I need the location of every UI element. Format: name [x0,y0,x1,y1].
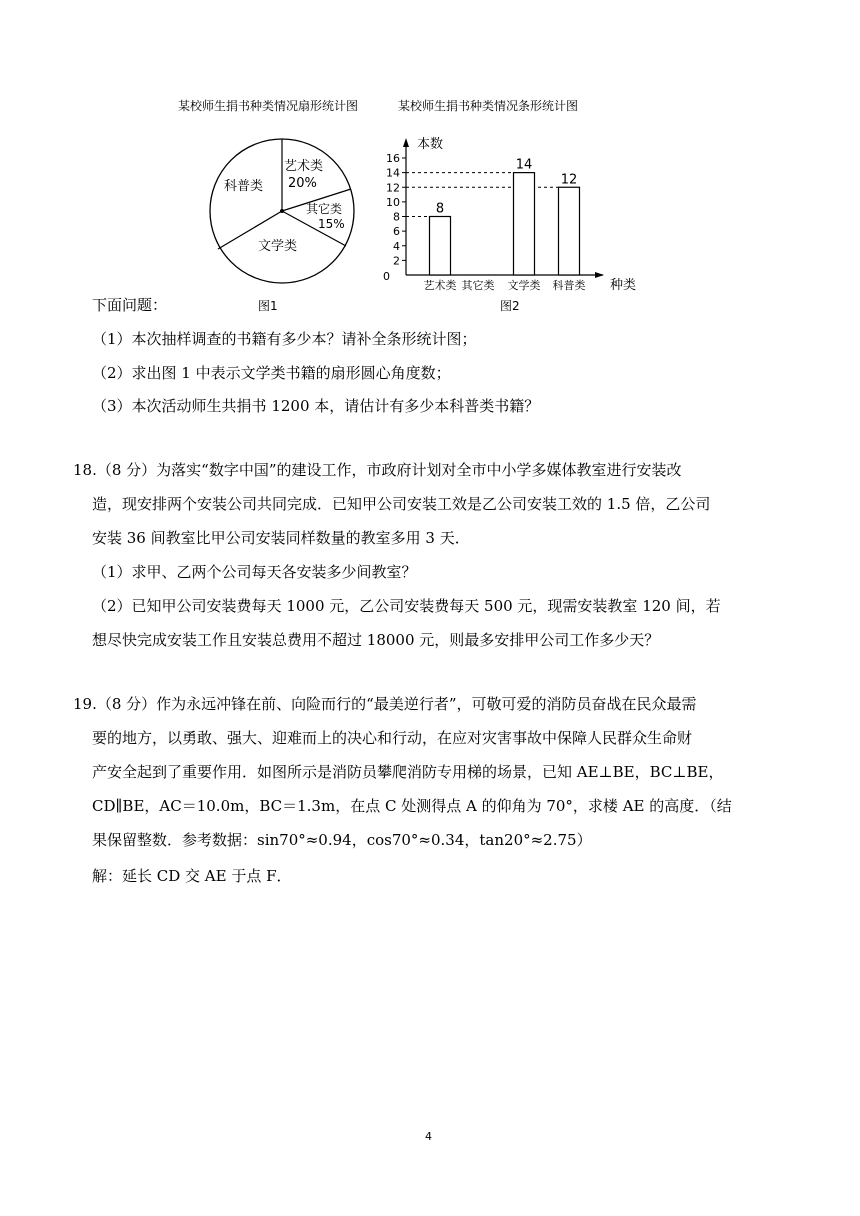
x-category-label: 艺术类 [423,279,457,292]
pie-label-art: 艺术类 [284,159,324,174]
pie-chart [200,130,370,300]
bar-value-label: 14 [515,157,533,173]
q18-line-6: 想尽快完成安装工作且安装总费用不超过 18000 元，则最多安排甲公司工作多少天？ [92,631,660,649]
q19-line-5: 果保留整数．参考数据：sin70°≈0.94，cos70°≈0.34，tan20°≈2.75） [92,831,592,849]
bar-3 [514,173,535,275]
y-tick-label: 16 [386,152,400,165]
q18-line-3: 安装 36 间教室比甲公司安装同样数量的教室多用 3 天． [92,529,470,547]
q19-line-1: 19.（8 分）作为永远冲锋在前、向险而行的“最美逆行者”，可敬可爱的消防员奋战在民众最需 [73,695,697,713]
bar-1 [430,217,451,276]
bar-y-axis-label: 本数 [417,137,444,152]
pie-center [280,209,284,213]
bar-chart [378,130,648,295]
bar-x-axis-label: 种类 [610,278,637,293]
q18-line-2: 造，现安排两个安装公司共同完成．已知甲公司安装工效是乙公司安装工效的 1.5 倍，乙公司 [92,495,711,513]
y-tick-label: 0 [383,270,390,283]
q19-line-2: 要的地方，以勇敢、强大、迎难而上的决心和行动，在应对灾害事故中保障人民群众生命财 [92,729,693,747]
q18-line-5: （2）已知甲公司安装费每天 1000 元，乙公司安装费每天 500 元，现需安装教室 120 间，若 [92,597,721,615]
page-number: 4 [425,1130,432,1143]
bar-chart-title: 某校师生捐书种类情况条形统计图 [398,99,579,113]
pie-label-other: 其它类 [306,202,343,216]
q19-line-3: 产安全起到了重要作用．如图所示是消防员攀爬消防专用梯的场景，已知 AE⊥BE，BC⊥BE， [92,763,724,781]
y-tick-label: 12 [386,181,400,195]
y-tick-label: 10 [386,195,400,209]
bar-4 [559,187,580,275]
figure-1-label: 图1 [258,299,278,313]
q17-sub3: （3）本次活动师生共捐书 1200 本，请估计有多少本科普类书籍？ [92,397,540,415]
q17-sub2: （2）求出图 1 中表示文学类书籍的扇形圆心角度数； [92,364,451,382]
q19-line-6: 解：延长 CD 交 AE 于点 F． [92,867,292,885]
pie-chart-title: 某校师生捐书种类情况扇形统计图 [178,99,359,113]
x-category-label: 其它类 [461,279,495,292]
q19-line-4: CD∥BE，AC＝10.0m，BC＝1.3m，在点 C 处测得点 A 的仰角为 70°，求楼 AE 的高度．（结 [92,797,732,815]
x-axis-arrow [595,272,604,278]
figure-2-label: 图2 [500,299,520,313]
x-category-label: 文学类 [507,279,541,292]
pie-label-literature: 文学类 [258,239,298,254]
pie-label-science: 科普类 [224,179,264,194]
pie-percent-art: 20% [288,176,317,191]
bar-value-label: 12 [560,172,578,188]
q17-sub1: （1）本次抽样调查的书籍有多少本？请补全条形统计图； [92,330,477,348]
q18-line-1: 18.（8 分）为落实“数字中国”的建设工作，市政府计划对全市中小学多媒体教室进行安装改 [73,461,682,479]
pie-percent-other: 15% [318,217,345,231]
y-tick-label: 2 [393,254,400,268]
y-tick-label: 8 [393,210,400,224]
y-axis-arrow [403,138,409,147]
y-tick-label: 14 [386,166,400,180]
y-tick-label: 4 [393,239,400,253]
bar-value-label: 8 [435,201,445,217]
x-category-label: 科普类 [552,279,586,292]
q18-line-4: （1）求甲、乙两个公司每天各安装多少间教室？ [92,563,417,581]
q17-intro: 下面问题： [92,296,168,314]
y-tick-label: 6 [393,225,400,239]
